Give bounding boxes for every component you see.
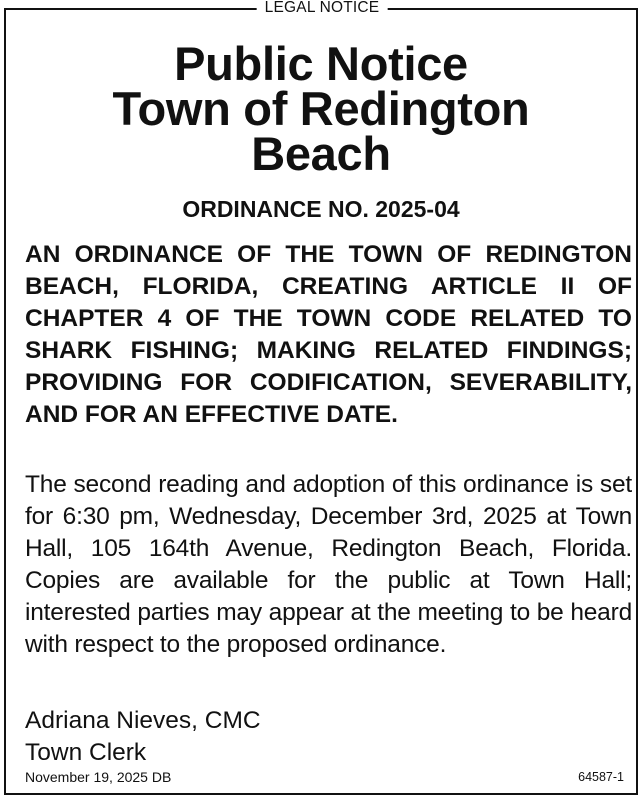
signer-name: Adriana Nieves, CMC — [25, 707, 261, 734]
ordinance-description: AN ORDINANCE OF THE TOWN OF REDINGTON BEACH, FLORIDA, CREATING ARTICLE II OF CHAPTER 4 OF THE TOWN CODE RELATED TO SHARK FISHING; MAKING RELATED FINDINGS; PROVIDING FOR CODIFICATION, SEVERABILITY, AND FOR AN EFFECTIVE DATE. — [25, 241, 632, 428]
notice-body: The second reading and adoption of this ordinance is set for 6:30 pm, Wednesday, December 3rd, 2025 at Town Hall, 105 164th Avenue, Redington Beach, Florida. Copies are available for the public at Town Hall; interested parties may appear at the meeting to be heard with respect to the proposed ordinance. — [25, 471, 632, 658]
title-line-1: Public Notice — [174, 37, 468, 90]
title-line-3: Beach — [251, 127, 391, 180]
signer-title: Town Clerk — [25, 739, 147, 766]
signer-block — [25, 705, 261, 769]
title-line-2: Town of Redington — [112, 82, 530, 135]
publication-date: November 19, 2025 DB — [25, 769, 172, 785]
legal-notice-label: LEGAL NOTICE — [257, 0, 388, 16]
ordinance-number: ORDINANCE NO. 2025-04 — [182, 196, 460, 222]
notice-title — [6, 37, 636, 180]
ad-code: 64587-1 — [578, 770, 624, 784]
notice-frame — [4, 8, 638, 795]
footer — [25, 769, 624, 785]
